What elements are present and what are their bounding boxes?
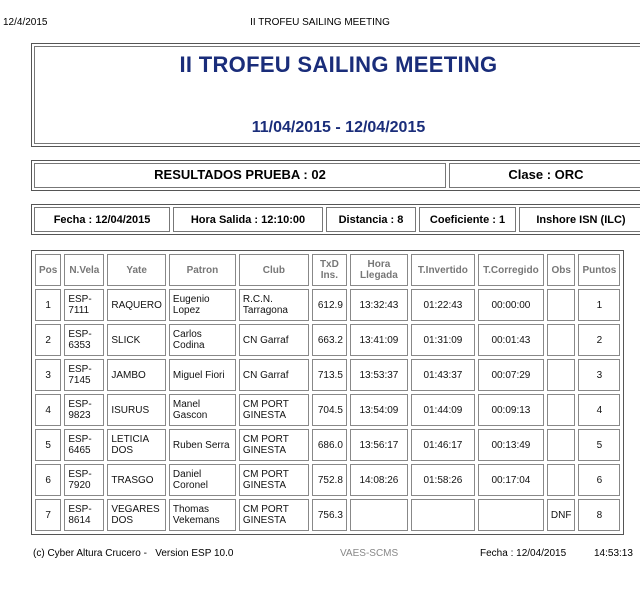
- cell-tinv: 01:46:17: [411, 429, 475, 461]
- inshore-label: Inshore ISN (ILC): [519, 207, 640, 232]
- cell-tinv: 01:31:09: [411, 324, 475, 356]
- cell-txd: 756.3: [312, 499, 347, 531]
- col-header-pos: Pos: [35, 254, 61, 286]
- col-header-club: Club: [239, 254, 309, 286]
- cell-hora: 14:08:26: [350, 464, 408, 496]
- table-row: [35, 394, 620, 426]
- cell-patron: Daniel Coronel: [169, 464, 236, 496]
- col-header-patron: Patron: [169, 254, 236, 286]
- col-header-tcor: T.Corregido: [478, 254, 544, 286]
- cell-txd: 752.8: [312, 464, 347, 496]
- cell-club: CM PORT GINESTA: [239, 499, 309, 531]
- results-table: [31, 250, 624, 535]
- hora-salida-label: Hora Salida : 12:10:00: [173, 207, 323, 232]
- cell-tinv: 01:22:43: [411, 289, 475, 321]
- col-header-yate: Yate: [107, 254, 166, 286]
- footer-time: 14:53:13: [594, 548, 633, 559]
- cell-patron: Thomas Vekemans: [169, 499, 236, 531]
- table-row: [35, 499, 620, 531]
- cell-tcor: [478, 499, 544, 531]
- cell-tinv: 01:44:09: [411, 394, 475, 426]
- cell-tinv: [411, 499, 475, 531]
- table-row: [35, 324, 620, 356]
- cell-obs: DNF: [547, 499, 576, 531]
- print-date: 12/4/2015: [3, 17, 48, 28]
- cell-hora: 13:56:17: [350, 429, 408, 461]
- cell-tinv: 01:43:37: [411, 359, 475, 391]
- cell-pos: 4: [35, 394, 61, 426]
- cell-patron: Carlos Codina: [169, 324, 236, 356]
- cell-nvela: ESP-6465: [64, 429, 104, 461]
- cell-tcor: 00:17:04: [478, 464, 544, 496]
- cell-nvela: ESP-8614: [64, 499, 104, 531]
- fecha-label: Fecha : 12/04/2015: [34, 207, 170, 232]
- cell-hora: 13:32:43: [350, 289, 408, 321]
- col-header-puntos: Puntos: [578, 254, 620, 286]
- cell-club: CM PORT GINESTA: [239, 394, 309, 426]
- cell-obs: [547, 289, 576, 321]
- cell-obs: [547, 359, 576, 391]
- cell-nvela: ESP-7145: [64, 359, 104, 391]
- cell-club: CM PORT GINESTA: [239, 429, 309, 461]
- cell-nvela: ESP-6353: [64, 324, 104, 356]
- cell-txd: 686.0: [312, 429, 347, 461]
- cell-obs: [547, 394, 576, 426]
- cell-pos: 1: [35, 289, 61, 321]
- cell-puntos: 2: [578, 324, 620, 356]
- cell-club: CN Garraf: [239, 359, 309, 391]
- cell-yate: JAMBO: [107, 359, 166, 391]
- cell-yate: ISURUS: [107, 394, 166, 426]
- cell-txd: 663.2: [312, 324, 347, 356]
- cell-tcor: 00:07:29: [478, 359, 544, 391]
- cell-pos: 6: [35, 464, 61, 496]
- cell-pos: 7: [35, 499, 61, 531]
- cell-patron: Eugenio Lopez: [169, 289, 236, 321]
- cell-hora: 13:54:09: [350, 394, 408, 426]
- table-row: [35, 359, 620, 391]
- cell-nvela: ESP-7111: [64, 289, 104, 321]
- cell-puntos: 8: [578, 499, 620, 531]
- footer-code: VAES-SCMS: [340, 548, 399, 559]
- distancia-label: Distancia : 8: [326, 207, 416, 232]
- cell-patron: Manel Gascon: [169, 394, 236, 426]
- cell-club: CN Garraf: [239, 324, 309, 356]
- print-title: II TROFEU SAILING MEETING: [250, 17, 390, 28]
- cell-yate: TRASGO: [107, 464, 166, 496]
- table-header-row: [35, 254, 620, 286]
- cell-tcor: 00:09:13: [478, 394, 544, 426]
- cell-patron: Ruben Serra: [169, 429, 236, 461]
- cell-puntos: 3: [578, 359, 620, 391]
- table-row: [35, 464, 620, 496]
- cell-yate: RAQUERO: [107, 289, 166, 321]
- table-row: [35, 289, 620, 321]
- cell-puntos: 1: [578, 289, 620, 321]
- cell-tcor: 00:13:49: [478, 429, 544, 461]
- footer-copyright: (c) Cyber Altura Crucero - Version ESP 10.0: [33, 548, 234, 559]
- cell-yate: VEGARES DOS: [107, 499, 166, 531]
- cell-puntos: 6: [578, 464, 620, 496]
- col-header-hora: Hora Llegada: [350, 254, 408, 286]
- cell-tcor: 00:00:00: [478, 289, 544, 321]
- cell-yate: LETICIA DOS: [107, 429, 166, 461]
- cell-pos: 5: [35, 429, 61, 461]
- footer-date: Fecha : 12/04/2015: [480, 548, 567, 559]
- cell-hora: [350, 499, 408, 531]
- cell-hora: 13:41:09: [350, 324, 408, 356]
- cell-pos: 2: [35, 324, 61, 356]
- cell-puntos: 4: [578, 394, 620, 426]
- col-header-obs: Obs: [547, 254, 576, 286]
- coeficiente-label: Coeficiente : 1: [419, 207, 516, 232]
- cell-tcor: 00:01:43: [478, 324, 544, 356]
- results-title: RESULTADOS PRUEBA : 02: [154, 167, 326, 182]
- table-row: [35, 429, 620, 461]
- cell-nvela: ESP-9823: [64, 394, 104, 426]
- event-dates: 11/04/2015 - 12/04/2015: [251, 119, 426, 136]
- cell-obs: [547, 429, 576, 461]
- cell-pos: 3: [35, 359, 61, 391]
- cell-obs: [547, 464, 576, 496]
- cell-obs: [547, 324, 576, 356]
- col-header-nvela: N.Vela: [64, 254, 104, 286]
- col-header-txd: TxD Ins.: [312, 254, 347, 286]
- event-title: II TROFEU SAILING MEETING: [179, 52, 498, 77]
- cell-club: R.C.N. Tarragona: [239, 289, 309, 321]
- cell-puntos: 5: [578, 429, 620, 461]
- cell-txd: 612.9: [312, 289, 347, 321]
- cell-txd: 704.5: [312, 394, 347, 426]
- cell-patron: Miguel Fiori: [169, 359, 236, 391]
- cell-hora: 13:53:37: [350, 359, 408, 391]
- col-header-tinv: T.Invertido: [411, 254, 475, 286]
- clase-label: Clase : ORC: [508, 167, 584, 182]
- cell-nvela: ESP-7920: [64, 464, 104, 496]
- cell-txd: 713.5: [312, 359, 347, 391]
- cell-tinv: 01:58:26: [411, 464, 475, 496]
- cell-yate: SLICK: [107, 324, 166, 356]
- cell-club: CM PORT GINESTA: [239, 464, 309, 496]
